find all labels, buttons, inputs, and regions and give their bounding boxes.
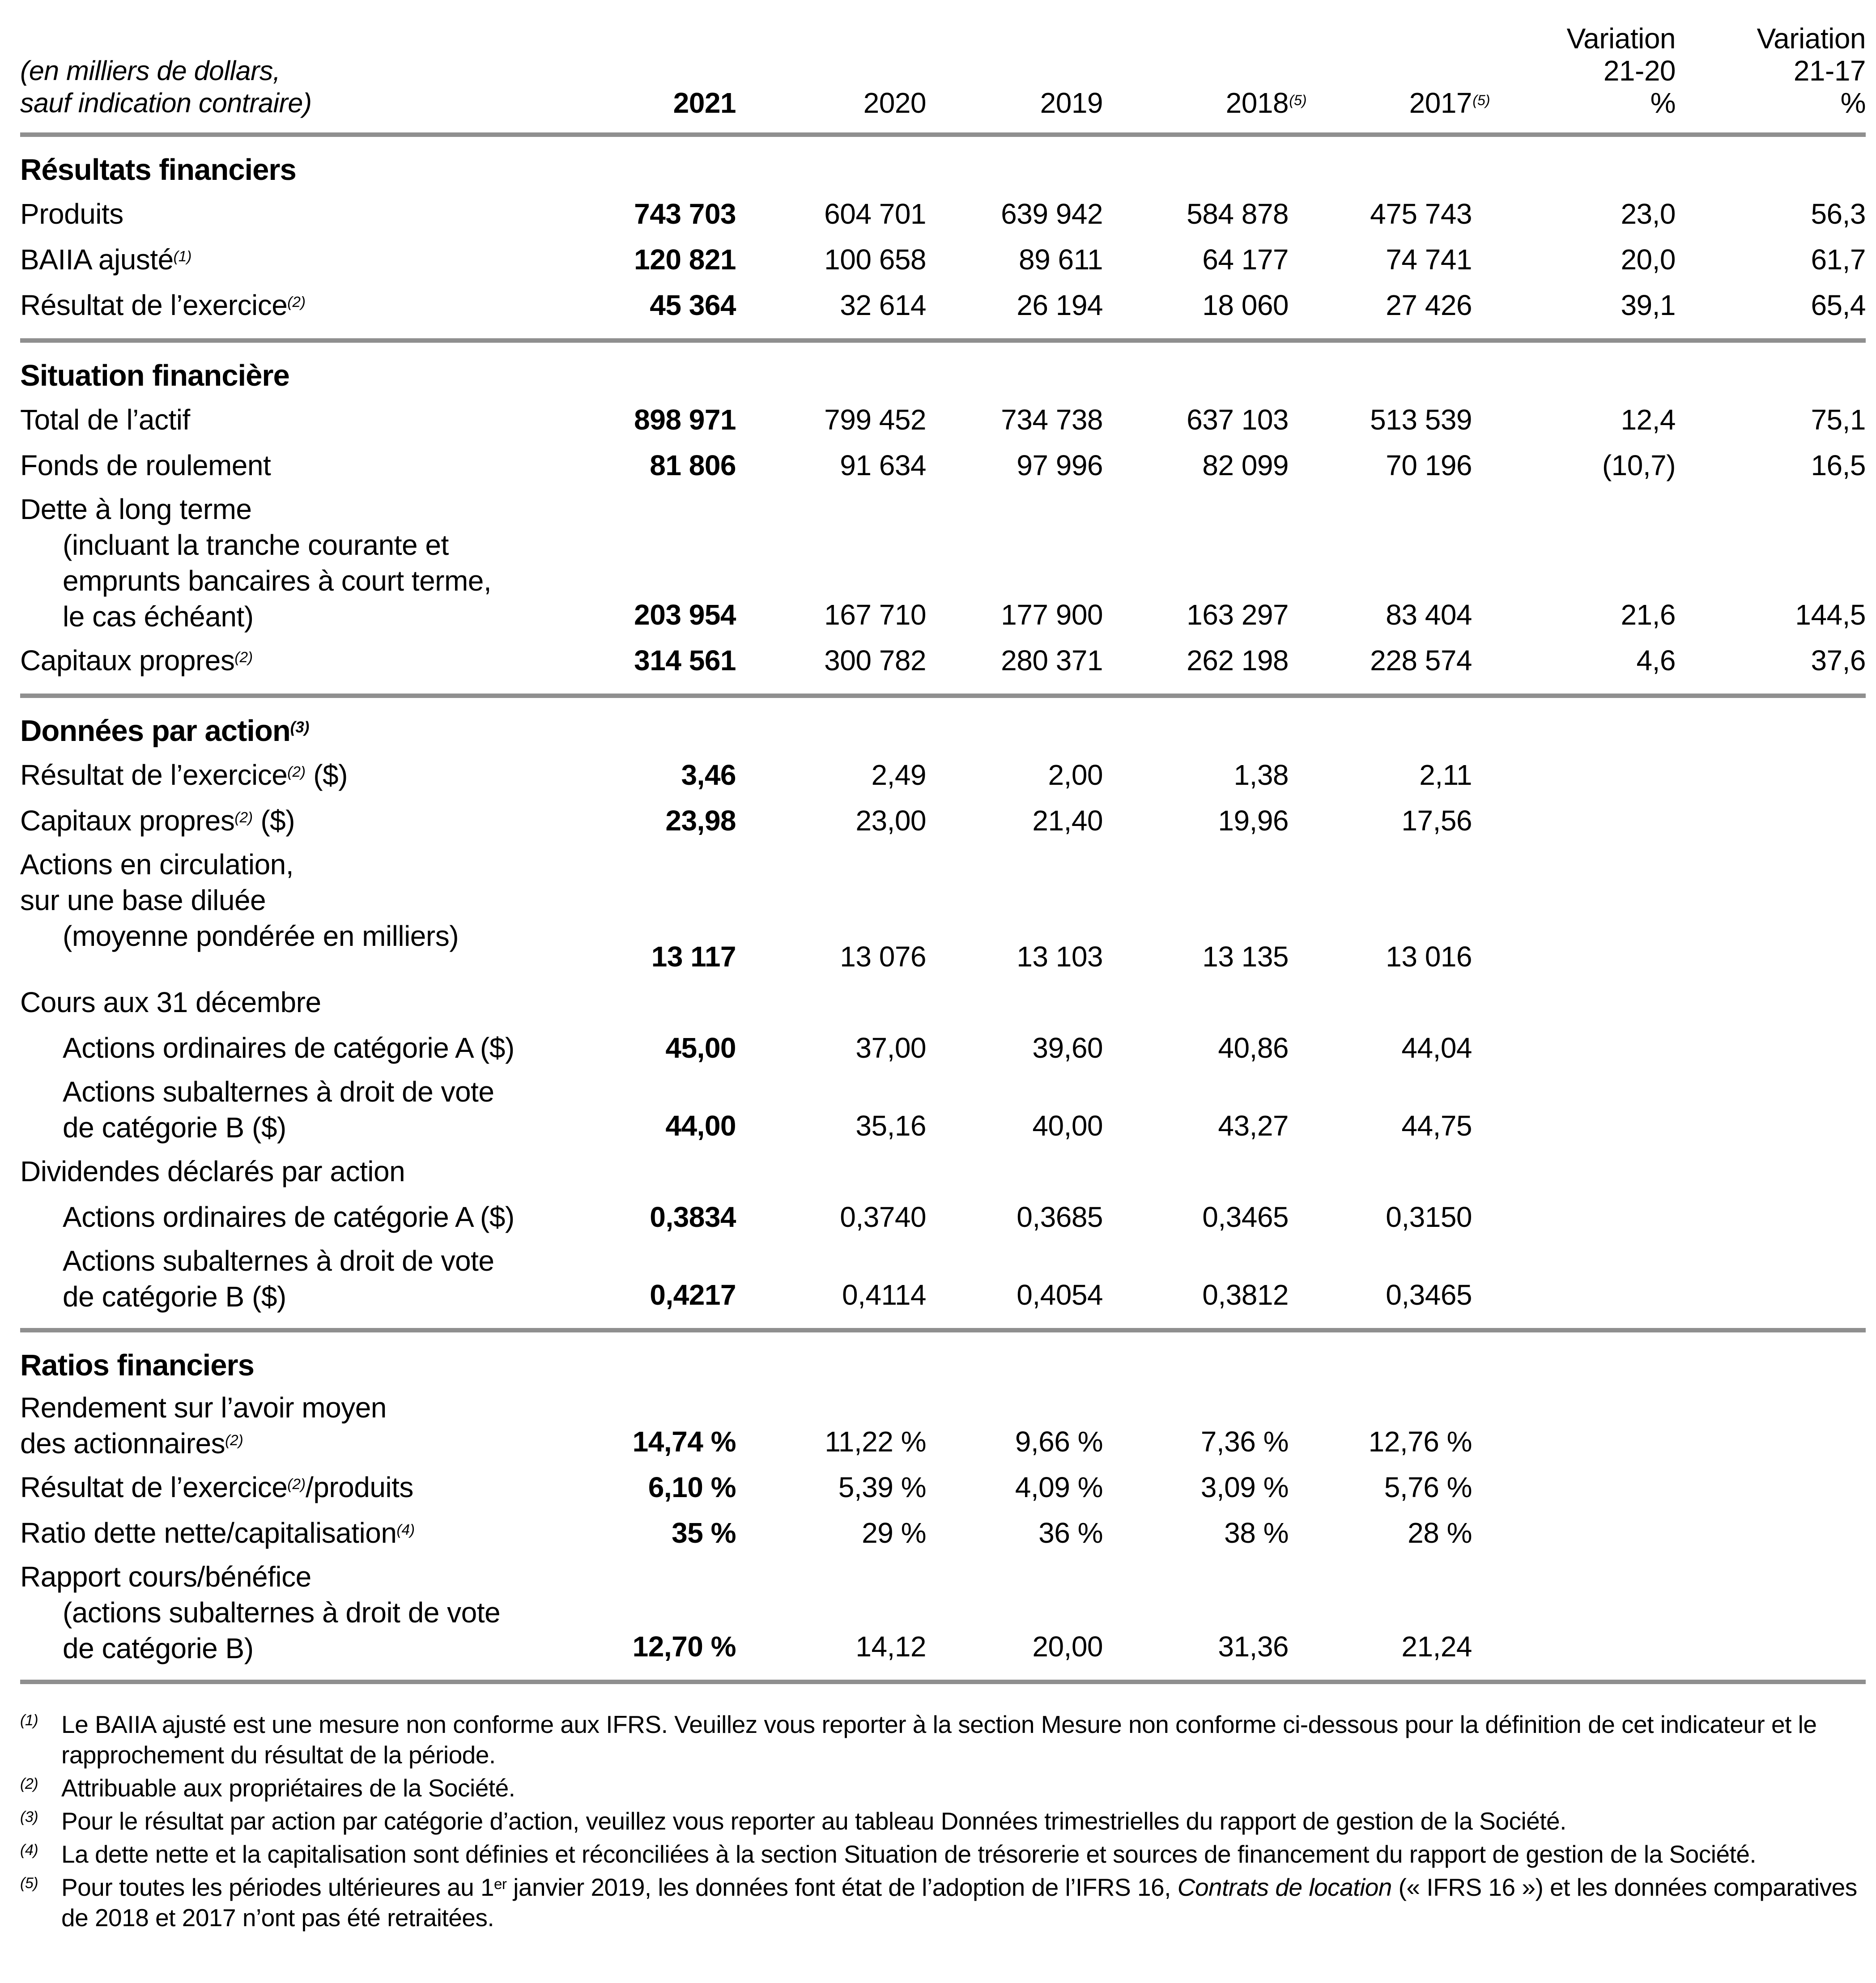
value-empty	[1472, 1314, 1676, 1315]
value-2019: 2,00	[1048, 759, 1103, 791]
value-2019: 4,09 %	[1015, 1471, 1103, 1503]
footnote-ref: (5)	[1289, 92, 1307, 109]
value-2019: 36 %	[1038, 1517, 1103, 1549]
value-2018: 40,86	[1218, 1032, 1289, 1064]
col-header-2021: 2021	[673, 87, 736, 119]
value-variation-21-20: 4,6	[1636, 644, 1676, 677]
value-2021: 120 821	[634, 243, 736, 276]
value-2018: 3,09 %	[1200, 1471, 1289, 1503]
unit-note-line-2: sauf indication contraire)	[20, 88, 312, 118]
value-2021: 6,10 %	[648, 1471, 736, 1503]
value-2020: 32 614	[840, 289, 926, 321]
table-row-rapport-cours-benefice	[20, 1559, 1866, 1666]
value-empty	[1472, 794, 1676, 795]
value-2020: 0,4114	[842, 1279, 926, 1311]
subheader-label: Dividendes déclarés par action	[20, 1155, 405, 1187]
value-2021: 0,4217	[650, 1279, 736, 1311]
value-variation-21-20: 20,0	[1621, 243, 1676, 276]
footnotes	[20, 1709, 1866, 1933]
value-2019: 0,4054	[1017, 1279, 1103, 1311]
value-2017: 44,75	[1401, 1110, 1472, 1142]
col-header-variation-21-20: Variation 21-20 %	[1566, 22, 1676, 119]
value-2017: 12,76 %	[1368, 1426, 1472, 1458]
horizontal-rule	[20, 694, 1866, 698]
value-variation-21-17: 16,5	[1811, 449, 1866, 481]
row-label: Résultat de l’exercice$^{(2)}$/produits	[20, 1471, 413, 1503]
value-2021: 13 117	[651, 940, 736, 973]
footnote-ref: (2)	[234, 649, 253, 666]
value-2020: 37,00	[855, 1032, 926, 1064]
value-2021: 14,74 %	[632, 1426, 736, 1458]
footnote-ref: (2)	[234, 809, 253, 826]
table-row-dividendes-actions-b	[20, 1243, 1866, 1315]
value-2019: 40,00	[1032, 1110, 1103, 1142]
value-2017: 83 404	[1386, 599, 1472, 631]
row-label: Total de l’actif	[20, 404, 190, 436]
value-2019: 21,40	[1032, 804, 1103, 837]
horizontal-rule	[20, 1328, 1866, 1332]
value-empty	[1676, 1314, 1866, 1315]
value-variation-21-20: (10,7)	[1602, 449, 1676, 481]
value-2019: 639 942	[1001, 198, 1103, 230]
table-row-capitaux-propres-par-action	[20, 801, 1866, 840]
horizontal-rule	[20, 1680, 1866, 1684]
row-label: Rapport cours/bénéfice (actions subalternes à droit de vote de catégorie B)	[20, 1561, 501, 1664]
value-2019: 20,00	[1032, 1630, 1103, 1663]
value-2017: 74 741	[1386, 243, 1472, 276]
value-2020: 35,16	[855, 1110, 926, 1142]
row-label: Actions ordinaires de catégorie A ($)	[63, 1201, 515, 1233]
value-2017: 44,04	[1401, 1032, 1472, 1064]
value-2018: 64 177	[1202, 243, 1289, 276]
value-2020: 29 %	[862, 1517, 926, 1549]
value-2017: 0,3465	[1386, 1279, 1472, 1311]
row-label: Actions ordinaires de catégorie A ($)	[63, 1032, 515, 1064]
value-variation-21-17: 65,4	[1811, 289, 1866, 321]
subheader-label: Cours aux 31 décembre	[20, 986, 321, 1018]
ordinal-superscript: er	[494, 1876, 507, 1893]
table-row-ratio-dette-nette	[20, 1513, 1866, 1553]
footnote-4: (4) La dette nette et la capitalisation sont définies et réconciliées à la section Situation de trésorerie et sources de financement du rapport de gestion de la Société.	[20, 1840, 1757, 1868]
value-2021: 0,3834	[650, 1201, 736, 1233]
row-label: Actions subalternes à droit de vote de catégorie B ($)	[63, 1076, 494, 1144]
value-2019: 26 194	[1017, 289, 1103, 321]
footnote-marker: (5)	[20, 1875, 38, 1892]
table-row-cours-actions-b	[20, 1074, 1866, 1145]
value-empty	[1676, 1552, 1866, 1553]
value-2018: 18 060	[1202, 289, 1289, 321]
value-empty	[1676, 1067, 1866, 1068]
italic-reference: Contrats de location	[1177, 1873, 1392, 1901]
footnote-marker: (3)	[20, 1809, 38, 1826]
row-label: Rendement sur l’avoir moyen des actionnaires$^{(2)}$	[20, 1392, 387, 1460]
row-label: Capitaux propres$^{(2)}$ ($)	[20, 804, 295, 837]
value-2017: 21,24	[1401, 1630, 1472, 1663]
footnote-marker: (4)	[20, 1842, 38, 1859]
value-2021: 12,70 %	[632, 1630, 736, 1663]
footnote-2: (2) Attribuable aux propriétaires de la Société.	[20, 1774, 515, 1802]
table-row-resultat-exercice	[20, 285, 1866, 325]
footnote-3: (3) Pour le résultat par action par catégorie d’action, veuillez vous reporter au tableau Données trimestrielles du rapport de gestion de la Société.	[20, 1807, 1566, 1835]
value-2017: 17,56	[1401, 804, 1472, 837]
value-2017: 228 574	[1370, 644, 1472, 677]
col-header-2020: 2020	[863, 87, 926, 119]
value-2019: 177 900	[1001, 599, 1103, 631]
table-row-capitaux-propres	[20, 641, 1866, 680]
table-row-dette-long-terme	[20, 491, 1866, 634]
table-row-cours-actions-a	[20, 1028, 1866, 1068]
value-2020: 300 782	[824, 644, 926, 677]
row-label: Dette à long terme (incluant la tranche courante et emprunts bancaires à court terme, le cas échéant)	[20, 493, 492, 633]
table-row-marge-nette	[20, 1468, 1866, 1507]
value-2017: 2,11	[1419, 759, 1472, 791]
value-empty	[1472, 1552, 1676, 1553]
table-row-rendement-avoir	[20, 1390, 1866, 1461]
value-2017: 70 196	[1386, 449, 1472, 481]
value-2018: 43,27	[1218, 1110, 1289, 1142]
table-row-actions-en-circulation	[20, 847, 1866, 976]
footnote-marker: (1)	[20, 1712, 38, 1729]
value-2019: 97 996	[1017, 449, 1103, 481]
footnote-ref: (5)	[1472, 92, 1490, 109]
section-title-ratios-financiers: Ratios financiers	[20, 1349, 254, 1382]
value-2019: 0,3685	[1017, 1201, 1103, 1233]
row-label: Actions en circulation, sur une base diluée (moyenne pondérée en milliers)	[20, 848, 459, 952]
row-label: Fonds de roulement	[20, 449, 271, 481]
unit-note	[20, 55, 521, 119]
value-2021: 45 364	[650, 289, 736, 321]
footnote-ref: (2)	[287, 294, 306, 311]
col-header-2017: 2017 (5)	[1289, 87, 1472, 119]
footnote-ref: (2)	[225, 1432, 243, 1449]
value-2018: 82 099	[1202, 449, 1289, 481]
value-2017: 475 743	[1370, 198, 1472, 230]
row-label: Résultat de l’exercice$^{(2)}$ ($)	[20, 759, 348, 791]
col-header-variation-21-17: Variation 21-17 %	[1757, 22, 1866, 119]
value-2021: 44,00	[665, 1110, 736, 1142]
value-2018: 19,96	[1218, 804, 1289, 837]
table-row-baiia-ajuste	[20, 240, 1866, 279]
horizontal-rule	[20, 338, 1866, 343]
row-label: Capitaux propres$^{(2)}$	[20, 644, 253, 677]
horizontal-rule	[20, 132, 1866, 137]
row-label: Résultat de l’exercice$^{(2)}$	[20, 289, 306, 321]
value-2020: 799 452	[824, 404, 926, 436]
table-header-row	[20, 22, 1866, 119]
value-2020: 13 076	[840, 940, 926, 973]
col-header-2018: 2018 (5)	[1103, 87, 1289, 119]
value-2020: 0,3740	[840, 1201, 926, 1233]
footnote-1: (1) Le BAIIA ajusté est une mesure non conforme aux IFRS. Veuillez vous reporter à la section Mesure non conforme ci-dessous pour la définition de cet indicateur et le rapprochement du résultat de la période.	[20, 1711, 1817, 1769]
value-2017: 28 %	[1408, 1517, 1472, 1549]
value-variation-21-20: 39,1	[1621, 289, 1676, 321]
value-empty	[1676, 1506, 1866, 1507]
value-2021: 314 561	[634, 644, 736, 677]
row-label: Ratio dette nette/capitalisation$^{(4)}$	[20, 1517, 415, 1549]
footnote-ref: (4)	[396, 1521, 415, 1538]
footnote-marker: (2)	[20, 1775, 38, 1792]
section-title-donnees-par-action: Données par action$^{(3)}$	[20, 714, 310, 748]
footnote-5: (5) Pour toutes les périodes ultérieures au 1er janvier 2019, les données font état de l’adoption de l’IFRS 16, Contrats de location (« IFRS 16 ») et les données comparatives de 2018 et 2017 n’ont pas été retraitées.	[20, 1873, 1857, 1932]
section-title-situation-financiere: Situation financière	[20, 359, 289, 392]
table-row-produits	[20, 194, 1866, 234]
value-2017: 27 426	[1386, 289, 1472, 321]
table-subheader-dividendes	[20, 1152, 1866, 1191]
value-variation-21-20: 12,4	[1621, 404, 1676, 436]
table-row-dividendes-actions-a	[20, 1197, 1866, 1237]
value-2018: 637 103	[1187, 404, 1289, 436]
table-row-total-actif	[20, 400, 1866, 439]
value-2017: 13 016	[1386, 940, 1472, 973]
value-2019: 39,60	[1032, 1032, 1103, 1064]
value-2020: 91 634	[840, 449, 926, 481]
value-2017: 513 539	[1370, 404, 1472, 436]
value-2019: 734 738	[1001, 404, 1103, 436]
value-2021: 203 954	[634, 599, 736, 631]
value-2019: 9,66 %	[1015, 1426, 1103, 1458]
footnote-ref: (1)	[173, 248, 192, 265]
value-2020: 11,22 %	[825, 1426, 926, 1458]
footnote-ref: (3)	[290, 718, 310, 736]
value-2020: 100 658	[824, 243, 926, 276]
value-2020: 167 710	[824, 599, 926, 631]
value-variation-21-17: 37,6	[1811, 644, 1866, 677]
footnote-ref: (2)	[287, 1476, 306, 1493]
value-2018: 0,3465	[1202, 1201, 1289, 1233]
value-2018: 38 %	[1224, 1517, 1289, 1549]
value-2017: 0,3150	[1386, 1201, 1472, 1233]
value-empty	[1676, 794, 1866, 795]
value-variation-21-17: 144,5	[1795, 599, 1866, 631]
value-2021: 23,98	[665, 804, 736, 837]
value-2019: 89 611	[1019, 243, 1103, 276]
value-2021: 45,00	[665, 1032, 736, 1064]
value-2020: 5,39 %	[838, 1471, 926, 1503]
value-2018: 7,36 %	[1200, 1426, 1289, 1458]
value-2020: 23,00	[855, 804, 926, 837]
unit-note-line-1: (en milliers de dollars,	[20, 55, 281, 86]
value-variation-21-17: 56,3	[1811, 198, 1866, 230]
table-row-resultat-par-action	[20, 755, 1866, 795]
table-row-fonds-roulement	[20, 446, 1866, 485]
value-2018: 13 135	[1202, 940, 1289, 973]
value-2020: 2,49	[871, 759, 926, 791]
col-header-2019: 2019	[1040, 87, 1103, 119]
table-subheader-cours	[20, 983, 1866, 1022]
value-empty	[1472, 1506, 1676, 1507]
value-empty	[1472, 1236, 1676, 1237]
row-label: BAIIA ajusté$^{(1)}$	[20, 243, 192, 276]
footnote-ref: (2)	[287, 763, 306, 780]
value-2018: 31,36	[1218, 1630, 1289, 1663]
value-2021: 35 %	[672, 1517, 736, 1549]
value-variation-21-20: 21,6	[1621, 599, 1676, 631]
value-2018: 163 297	[1187, 599, 1289, 631]
value-2018: 584 878	[1187, 198, 1289, 230]
value-variation-21-17: 61,7	[1811, 243, 1866, 276]
value-2021: 898 971	[634, 404, 736, 436]
value-2021: 3,46	[681, 759, 736, 791]
value-variation-21-17: 75,1	[1811, 404, 1866, 436]
value-2020: 14,12	[855, 1630, 926, 1663]
value-variation-21-20: 23,0	[1621, 198, 1676, 230]
row-label: Produits	[20, 198, 123, 230]
value-2018: 1,38	[1234, 759, 1289, 791]
value-2019: 280 371	[1001, 644, 1103, 677]
value-2021: 81 806	[650, 449, 736, 481]
value-empty	[1472, 1067, 1676, 1068]
value-2019: 13 103	[1017, 940, 1103, 973]
section-title-resultats-financiers: Résultats financiers	[20, 153, 296, 187]
value-2020: 604 701	[824, 198, 926, 230]
value-2021: 743 703	[634, 198, 736, 230]
value-2017: 5,76 %	[1384, 1471, 1472, 1503]
row-label: Actions subalternes à droit de vote de catégorie B ($)	[63, 1245, 494, 1313]
value-empty	[1676, 1236, 1866, 1237]
value-2018: 0,3812	[1202, 1279, 1289, 1311]
value-2018: 262 198	[1187, 644, 1289, 677]
